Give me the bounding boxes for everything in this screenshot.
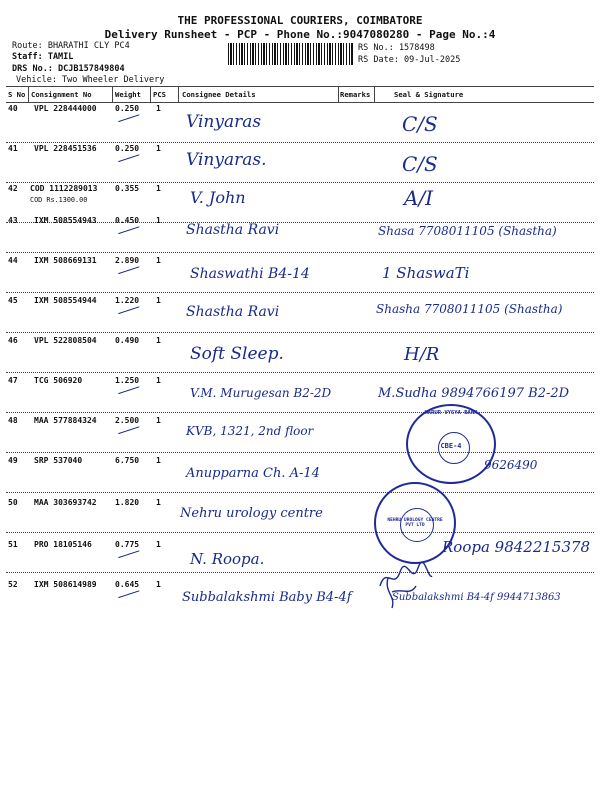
col-header-seal: Seal & Signature [394,90,464,99]
row-pcs: 1 [156,336,161,345]
row-pcs: 1 [156,540,161,549]
seal-handwriting: Shasa 7708011105 (Shastha) [378,224,557,238]
row-sno: 44 [8,256,18,265]
row-pcs: 1 [156,498,161,507]
consignee-handwriting: N. Roopa. [190,550,265,568]
drs-number: DRS No.: DCJB157849804 [12,64,125,74]
consignee-handwriting: Subbalakshmi Baby B4-4f [182,590,352,605]
row-pcs: 1 [156,296,161,305]
vehicle-label: Vehicle: Two Wheeler Delivery [16,75,165,85]
bank-seal-branch: CBE-4 [440,442,462,450]
col-header-sno: S No [8,90,26,99]
row-sno: 46 [8,336,18,345]
runsheet-subtitle: Delivery Runsheet - PCP - Phone No.:9047080280 - Page No.:4 [104,28,496,41]
signature-scribble [382,572,422,612]
consignee-handwriting: V.M. Murugesan B2-2D [190,386,332,400]
barcode [228,43,354,65]
row-sno: 40 [8,104,18,113]
row-pcs: 1 [156,256,161,265]
row-weight: 0.355 [115,184,140,193]
seal-handwriting: M.Sudha 9894766197 B2-2D [378,386,570,401]
clinic-seal-stamp [374,482,456,564]
cod-amount: COD Rs.1300.00 [30,196,88,204]
row-sno: 43 [8,216,18,225]
consignee-handwriting: Soft Sleep. [190,344,284,364]
company-title: THE PROFESSIONAL COURIERS, COIMBATORE [177,14,423,27]
row-weight: 0.775 [115,540,140,549]
col-header-consignee: Consignee Details [182,90,256,99]
row-sno: 51 [8,540,18,549]
row-consignment-no: IXM 508669131 [34,256,97,265]
row-sno: 45 [8,296,18,305]
row-weight: 0.450 [115,216,140,225]
consignee-handwriting: V. John [190,188,246,207]
row-pcs: 1 [156,376,161,385]
seal-handwriting: Subbalakshmi B4-4f 9944713863 [392,592,561,603]
row-consignment-no: VPL 228444000 [34,104,97,113]
row-consignment-no: MAA 303693742 [34,498,97,507]
row-weight: 0.250 [115,144,140,153]
row-consignment-no: SRP 537040 [34,456,83,465]
seal-handwriting: 1 ShaswaTi [382,264,470,282]
seal-handwriting: A/I [404,186,434,210]
clinic-seal-ring-text: NEHRU UROLOGY CENTRE PVT LTD [387,518,443,528]
row-pcs: 1 [156,416,161,425]
consignee-handwriting: Shastha Ravi [186,222,280,238]
route-label: Route: BHARATHI CLY PC4 [12,41,130,51]
consignee-handwriting: Nehru urology centre [180,506,323,521]
row-weight: 6.750 [115,456,140,465]
consignee-handwriting: Anupparna Ch. A-14 [186,466,320,481]
col-header-consignment: Consignment No [31,90,92,99]
row-pcs: 1 [156,104,161,113]
row-pcs: 1 [156,216,161,225]
row-consignment-no: MAA 577884324 [34,416,97,425]
row-consignment-no: IXM 508554943 [34,216,97,225]
rs-number: RS No.: 1578498 [358,43,435,53]
row-consignment-no: TCG 506920 [34,376,83,385]
row-pcs: 1 [156,144,161,153]
seal-handwriting: 9626490 [484,458,538,472]
staff-label: Staff: TAMIL [12,52,74,62]
row-sno: 42 [8,184,18,193]
consignee-handwriting: Shaswathi B4-14 [190,266,310,282]
seal-handwriting: H/R [404,344,440,365]
seal-handwriting: C/S [402,112,438,136]
row-pcs: 1 [156,184,161,193]
row-weight: 0.645 [115,580,140,589]
seal-handwriting: Shasha 7708011105 (Shastha) [376,302,563,316]
row-weight: 0.250 [115,104,140,113]
bank-seal-stamp [406,404,496,484]
col-header-weight: Weight [115,90,141,99]
consignee-handwriting: Vinyaras. [186,150,267,170]
row-sno: 49 [8,456,18,465]
col-header-pcs: PCS [153,90,166,99]
row-consignment-no: IXM 508554944 [34,296,97,305]
runsheet-table [6,86,594,614]
row-weight: 1.820 [115,498,140,507]
col-header-remarks: Remarks [340,90,371,99]
row-sno: 50 [8,498,18,507]
row-weight: 1.250 [115,376,140,385]
row-consignment-no: COD 1112289013 [30,184,98,193]
consignee-handwriting: KVB, 1321, 2nd floor [186,424,314,438]
row-consignment-no: PRO 18105146 [34,540,92,549]
row-weight: 2.890 [115,256,140,265]
rs-date: RS Date: 09-Jul-2025 [358,55,461,65]
row-consignment-no: IXM 508614989 [34,580,97,589]
row-pcs: 1 [156,580,161,589]
row-consignment-no: VPL 522808504 [34,336,97,345]
row-sno: 47 [8,376,18,385]
consignee-handwriting: Vinyaras [186,112,262,132]
consignee-handwriting: Shastha Ravi [186,304,280,320]
row-sno: 48 [8,416,18,425]
row-pcs: 1 [156,456,161,465]
row-weight: 1.220 [115,296,140,305]
row-weight: 2.500 [115,416,140,425]
row-sno: 52 [8,580,18,589]
seal-handwriting: C/S [402,152,438,176]
row-consignment-no: VPL 228451536 [34,144,97,153]
seal-handwriting: Roopa 9842215378 [442,538,591,556]
row-sno: 41 [8,144,18,153]
bank-seal-ring-text: KARUR VYSYA BANK [424,410,478,416]
row-weight: 0.490 [115,336,140,345]
